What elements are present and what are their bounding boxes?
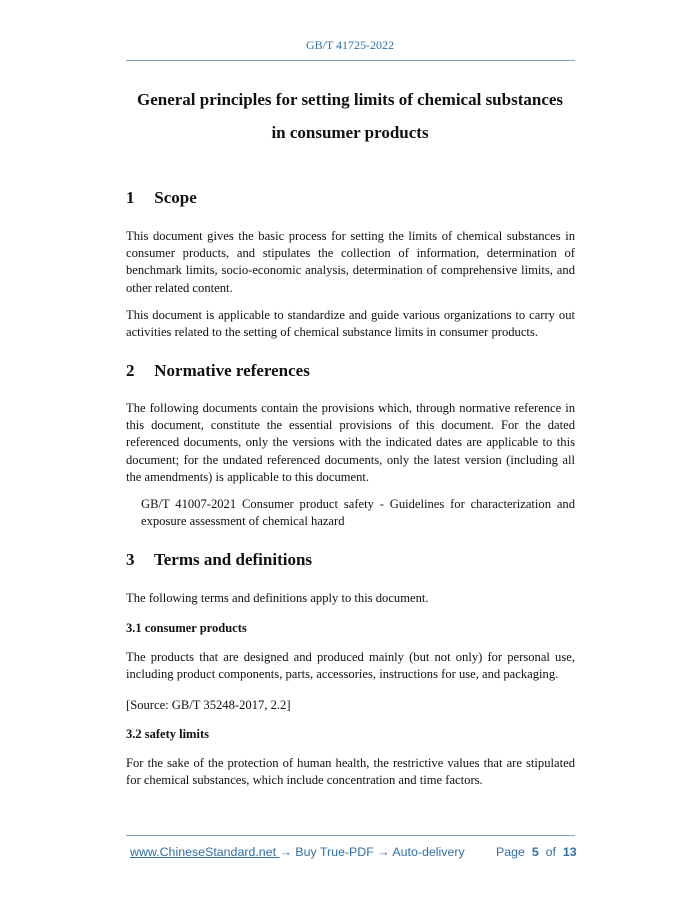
section-heading-scope: [126, 188, 197, 208]
header-standard-number: GB/T 41725-2022: [305, 38, 395, 52]
section-heading-normative-references: [126, 361, 310, 381]
page-current: 5: [531, 845, 539, 859]
page-total: 13: [562, 845, 577, 859]
document-title-line-1: General principles for setting limits of chemical substances: [136, 90, 564, 109]
footer-divider: [126, 835, 575, 836]
footer-promo: [130, 845, 465, 859]
section-number: 2: [126, 361, 135, 380]
paragraph: This document gives the basic process for setting the limits of chemical substances in consumer products, and stipulates the collection of information, determination of benchmark limits, socio-economic analysis, determination of comprehensive limits, and other related content.: [126, 229, 575, 295]
section-title: Terms and definitions: [153, 550, 313, 569]
paragraph: The following documents contain the provisions which, through normative reference in this document, constitute the essential provisions of this document. For the dated referenced documents, only the versions with the indicated dates are applicable to this document; for the undated referenced documents, only the latest version (including all the amendments) is applicable to this document.: [126, 401, 575, 484]
page-label: Page: [496, 845, 525, 859]
document-title-line-2: in consumer products: [271, 123, 429, 142]
term-heading: 3.2 safety limits: [126, 727, 209, 741]
website-link[interactable]: www.ChineseStandard.net: [130, 845, 280, 859]
page-of: of: [545, 845, 556, 859]
section-title: Normative references: [154, 361, 310, 380]
term-definition: The products that are designed and produced mainly (but not only) for personal use, including product components, parts, accessories, instructions for use, and packaging.: [126, 650, 575, 682]
section-number: 1: [126, 188, 135, 207]
footer-tagline: → Buy True-PDF → Auto-delivery: [279, 845, 465, 859]
header-divider: [126, 60, 575, 61]
term-source: [Source: GB/T 35248-2017, 2.2]: [126, 698, 291, 712]
normative-reference-item: GB/T 41007-2021 Consumer product safety - Guidelines for characterization and exposure assessment of chemical hazard: [141, 497, 575, 529]
term-heading: 3.1 consumer products: [126, 621, 247, 635]
paragraph: This document is applicable to standardize and guide various organizations to carry out activities related to the setting of chemical substance limits in consumer products.: [126, 308, 575, 340]
section-number: 3: [126, 550, 135, 569]
term-definition: For the sake of the protection of human health, the restrictive values that are stipulated for chemical substances, which include concentration and time factors.: [126, 756, 575, 788]
page-indicator: [496, 845, 577, 859]
section-title: Scope: [154, 188, 197, 207]
section-heading-terms-and-definitions: [126, 550, 312, 570]
paragraph: The following terms and definitions apply to this document.: [126, 591, 429, 605]
